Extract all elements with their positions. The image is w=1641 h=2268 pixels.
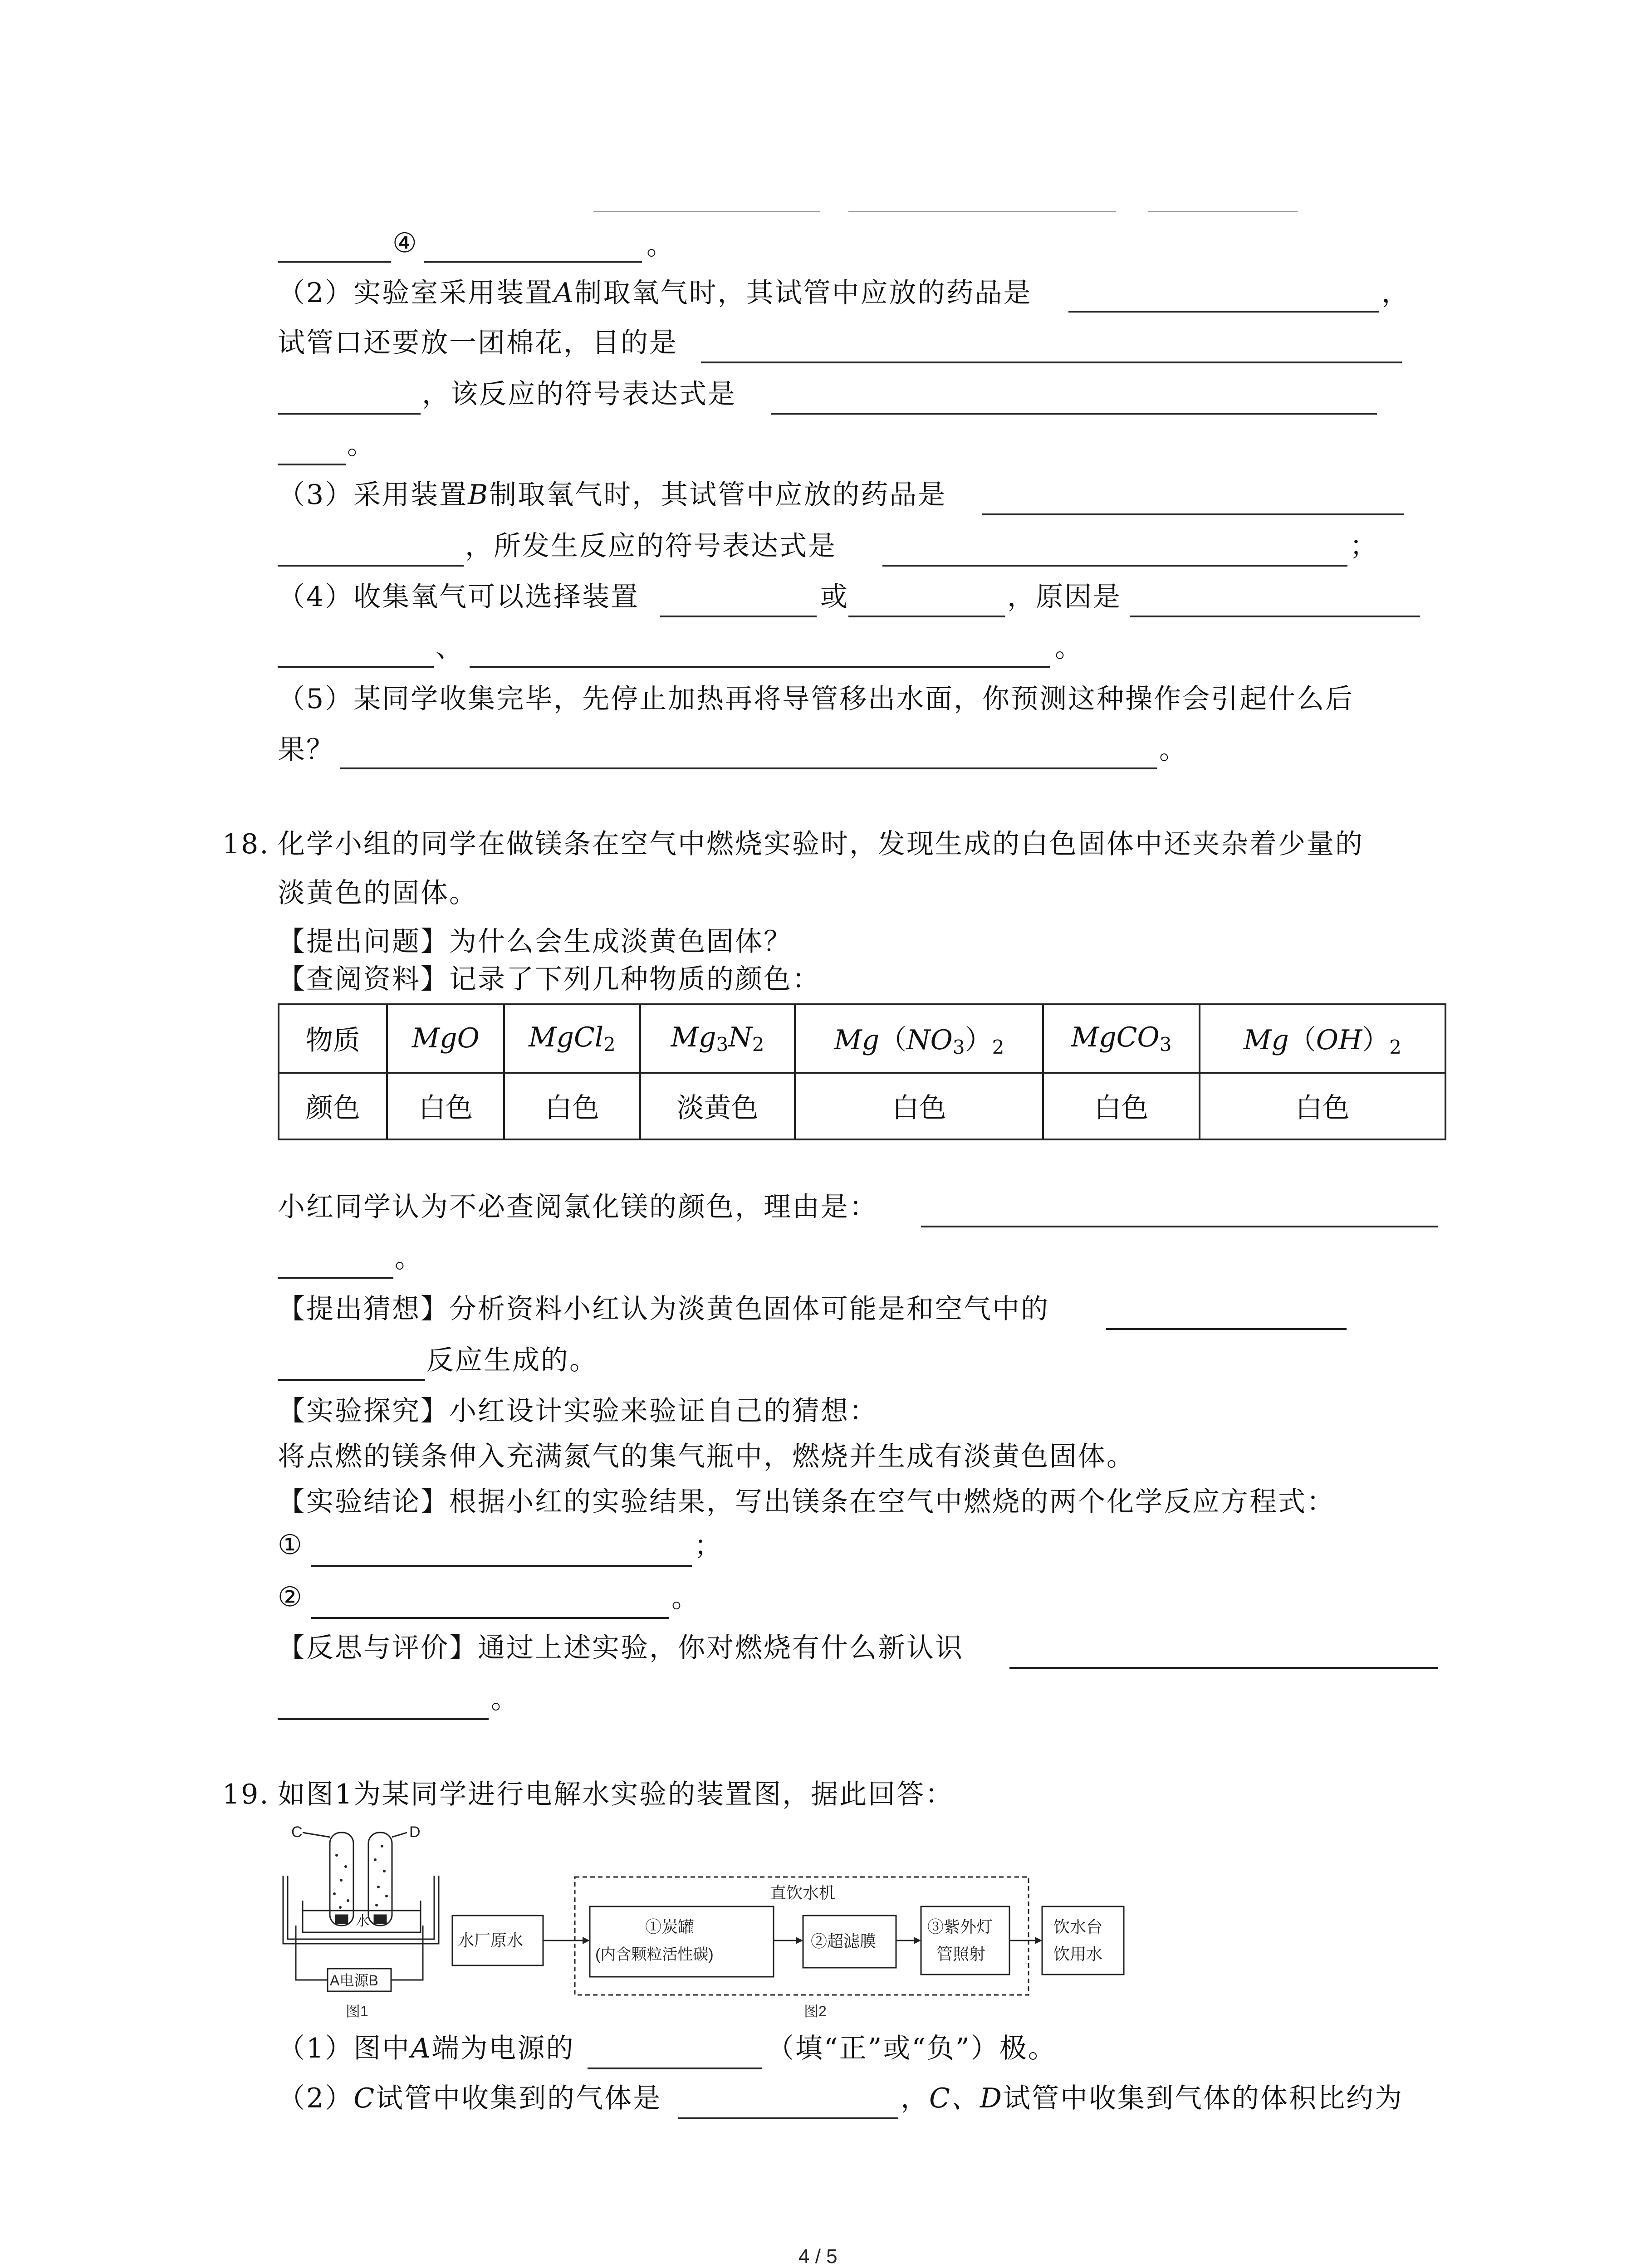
- q18-explore-detail: 将点燃的镁条伸入充满氮气的集气瓶中，燃烧并生成有淡黄色固体。: [278, 1441, 1135, 1472]
- question-number: 18.: [222, 828, 270, 860]
- q18-reflect: 【反思与评价】通过上述实验，你对燃烧有什么新认识: [278, 1632, 964, 1664]
- uv-lamp-label: ③紫外灯: [927, 1917, 993, 1936]
- answer-blank[interactable]: [311, 1565, 692, 1567]
- text: 。: [671, 1582, 700, 1614]
- table-cell-mgco3: MgCO$_3$: [1043, 1004, 1200, 1073]
- answer-blank[interactable]: [278, 1718, 489, 1720]
- answer-blank[interactable]: [1068, 311, 1379, 313]
- text: 。: [395, 1242, 423, 1274]
- table-cell-mgcl2: MgCl$_2$: [504, 1004, 640, 1073]
- text: ；: [694, 1530, 723, 1562]
- text: ，: [1381, 277, 1410, 309]
- answer-blank[interactable]: [678, 2117, 898, 2119]
- water-label: 水: [356, 1914, 369, 1929]
- figure-1-caption: 图1: [346, 2003, 368, 2019]
- table-cell: 白色: [1200, 1073, 1445, 1139]
- answer-blank[interactable]: [1106, 1328, 1347, 1330]
- answer-blank[interactable]: [278, 565, 464, 567]
- text: ；: [1350, 530, 1378, 562]
- table-cell-mgoh2: $Mg(OH)_2$: [1200, 1004, 1445, 1073]
- text: （填“正”或“负”）极。: [767, 2033, 1057, 2064]
- text: 。: [347, 429, 376, 461]
- answer-blank[interactable]: [701, 362, 1402, 363]
- answer-blank[interactable]: [660, 616, 817, 617]
- top-faint-line-1: [593, 211, 820, 212]
- answer-blank[interactable]: [278, 1277, 393, 1279]
- power-source-label: A电源B: [330, 1972, 378, 1989]
- answer-blank[interactable]: [278, 261, 391, 263]
- outlet-label: 饮水台: [1053, 1917, 1103, 1936]
- text: ，原因是: [1007, 581, 1122, 613]
- substance-color-table: [278, 1003, 1446, 1140]
- answer-blank[interactable]: [848, 616, 1005, 617]
- answer-blank[interactable]: [278, 464, 346, 465]
- text: （4）收集氧气可以选择装置: [278, 581, 640, 613]
- carbon-tank-detail: (内含颗粒活性碳): [595, 1946, 714, 1963]
- answer-blank[interactable]: [340, 767, 1157, 769]
- text: 、: [436, 632, 464, 664]
- circled-number: ②: [278, 1581, 304, 1613]
- q17-part3-line1: （3）采用装置B制取氧气时，其试管中应放的药品是: [278, 479, 947, 511]
- text: 。: [1055, 632, 1083, 664]
- page-number: 4 / 5: [798, 2245, 838, 2268]
- outlet-detail: 饮用水: [1053, 1945, 1103, 1963]
- top-faint-line-2: [848, 211, 1116, 212]
- q18-question: 【提出问题】为什么会生成淡黄色固体？: [278, 926, 792, 958]
- question-number: 19.: [222, 1779, 270, 1810]
- answer-blank[interactable]: [278, 413, 421, 415]
- table-row: [279, 1073, 1445, 1139]
- q18-explore: 【实验探究】小红设计实验来验证自己的猜想：: [278, 1395, 878, 1427]
- q17-part5-line1: （5）某同学收集完毕，先停止加热再将导管移出水面，你预测这种操作会引起什么后: [278, 683, 1354, 715]
- top-faint-line-3: [1148, 211, 1298, 212]
- answer-blank[interactable]: [921, 1226, 1438, 1227]
- answer-blank[interactable]: [771, 413, 1377, 415]
- answer-blank[interactable]: [424, 261, 642, 263]
- table-row: [279, 1004, 1445, 1073]
- q19-intro: 如图1为某同学进行电解水实验的装置图，据此回答：: [278, 1779, 954, 1810]
- table-cell: 淡黄色: [640, 1073, 795, 1139]
- q18-guess: 【提出猜想】分析资料小红认为淡黄色固体可能是和空气中的: [278, 1293, 1049, 1325]
- q18-lookup: 【查阅资料】记录了下列几种物质的颜色：: [278, 963, 821, 995]
- figure-2-caption: 图2: [804, 2003, 827, 2019]
- gas-bubbles: [333, 1845, 388, 1909]
- q18-intro-line1: 化学小组的同学在做镁条在空气中燃烧实验时，发现生成的白色固体中还夹杂着少量的: [278, 828, 1364, 860]
- q17-part2-line1: （2）实验室采用装置A制取氧气时，其试管中应放的药品是: [278, 277, 1032, 309]
- q19-part2: （2）C试管中收集到的气体是: [278, 2082, 662, 2114]
- electrolysis-and-water-machine-figure: [278, 1823, 1140, 2028]
- q18-intro-line2: 淡黄色的固体。: [278, 877, 478, 909]
- text: 反应生成的。: [426, 1344, 598, 1376]
- text: 。: [647, 230, 675, 261]
- ultrafiltration-label: ②超滤膜: [811, 1932, 877, 1950]
- table-cell: 白色: [795, 1073, 1043, 1139]
- raw-water-label: 水厂原水: [458, 1931, 524, 1950]
- table-cell: 白色: [1043, 1073, 1200, 1139]
- table-header-cell: 颜色: [279, 1073, 387, 1139]
- table-header-cell: 物质: [279, 1004, 387, 1073]
- text: 或: [820, 581, 849, 613]
- text: ，所发生反应的符号表达式是: [465, 530, 837, 562]
- table-cell-mg3n2: $Mg_3N_2$: [640, 1004, 795, 1073]
- answer-blank[interactable]: [1009, 1667, 1438, 1669]
- carbon-tank-label: ①炭罐: [645, 1917, 695, 1936]
- electrolysis-apparatus: [283, 1833, 439, 1991]
- answer-blank[interactable]: [278, 1379, 425, 1381]
- machine-title: 直饮水机: [770, 1883, 836, 1902]
- tube-label-d: D: [409, 1823, 421, 1841]
- answer-blank[interactable]: [1130, 616, 1420, 617]
- q17-part2-line2: 试管口还要放一团棉花，目的是: [278, 327, 678, 359]
- text: ，该反应的符号表达式是: [422, 378, 736, 410]
- answer-blank[interactable]: [882, 565, 1347, 567]
- answer-blank[interactable]: [311, 1617, 669, 1619]
- q19-part1: （1）图中A端为电源的: [278, 2033, 575, 2064]
- answer-blank[interactable]: [470, 666, 1050, 668]
- tube-label-c: C: [291, 1823, 303, 1841]
- text: 。: [1159, 734, 1188, 766]
- table-cell: 白色: [504, 1073, 640, 1139]
- circled-number: ④: [392, 227, 418, 259]
- text: 。: [491, 1683, 519, 1715]
- table-cell: 白色: [387, 1073, 504, 1139]
- answer-blank[interactable]: [278, 666, 434, 668]
- q19-part2-rest: ，C、D试管中收集到气体的体积比约为: [901, 2082, 1404, 2114]
- table-cell-mgno32: $Mg(NO_3)_2$: [795, 1004, 1043, 1073]
- text: 果？: [278, 734, 335, 766]
- uv-lamp-detail: 管照射: [936, 1945, 986, 1963]
- circled-number: ①: [278, 1529, 304, 1561]
- table-cell-mgo: MgO: [387, 1004, 504, 1073]
- q18-reason: 小红同学认为不必查阅氯化镁的颜色，理由是：: [278, 1191, 878, 1223]
- answer-blank[interactable]: [588, 2068, 762, 2069]
- answer-blank[interactable]: [982, 513, 1404, 515]
- q18-conclusion: 【实验结论】根据小红的实验结果，写出镁条在空气中燃烧的两个化学反应方程式：: [278, 1486, 1335, 1518]
